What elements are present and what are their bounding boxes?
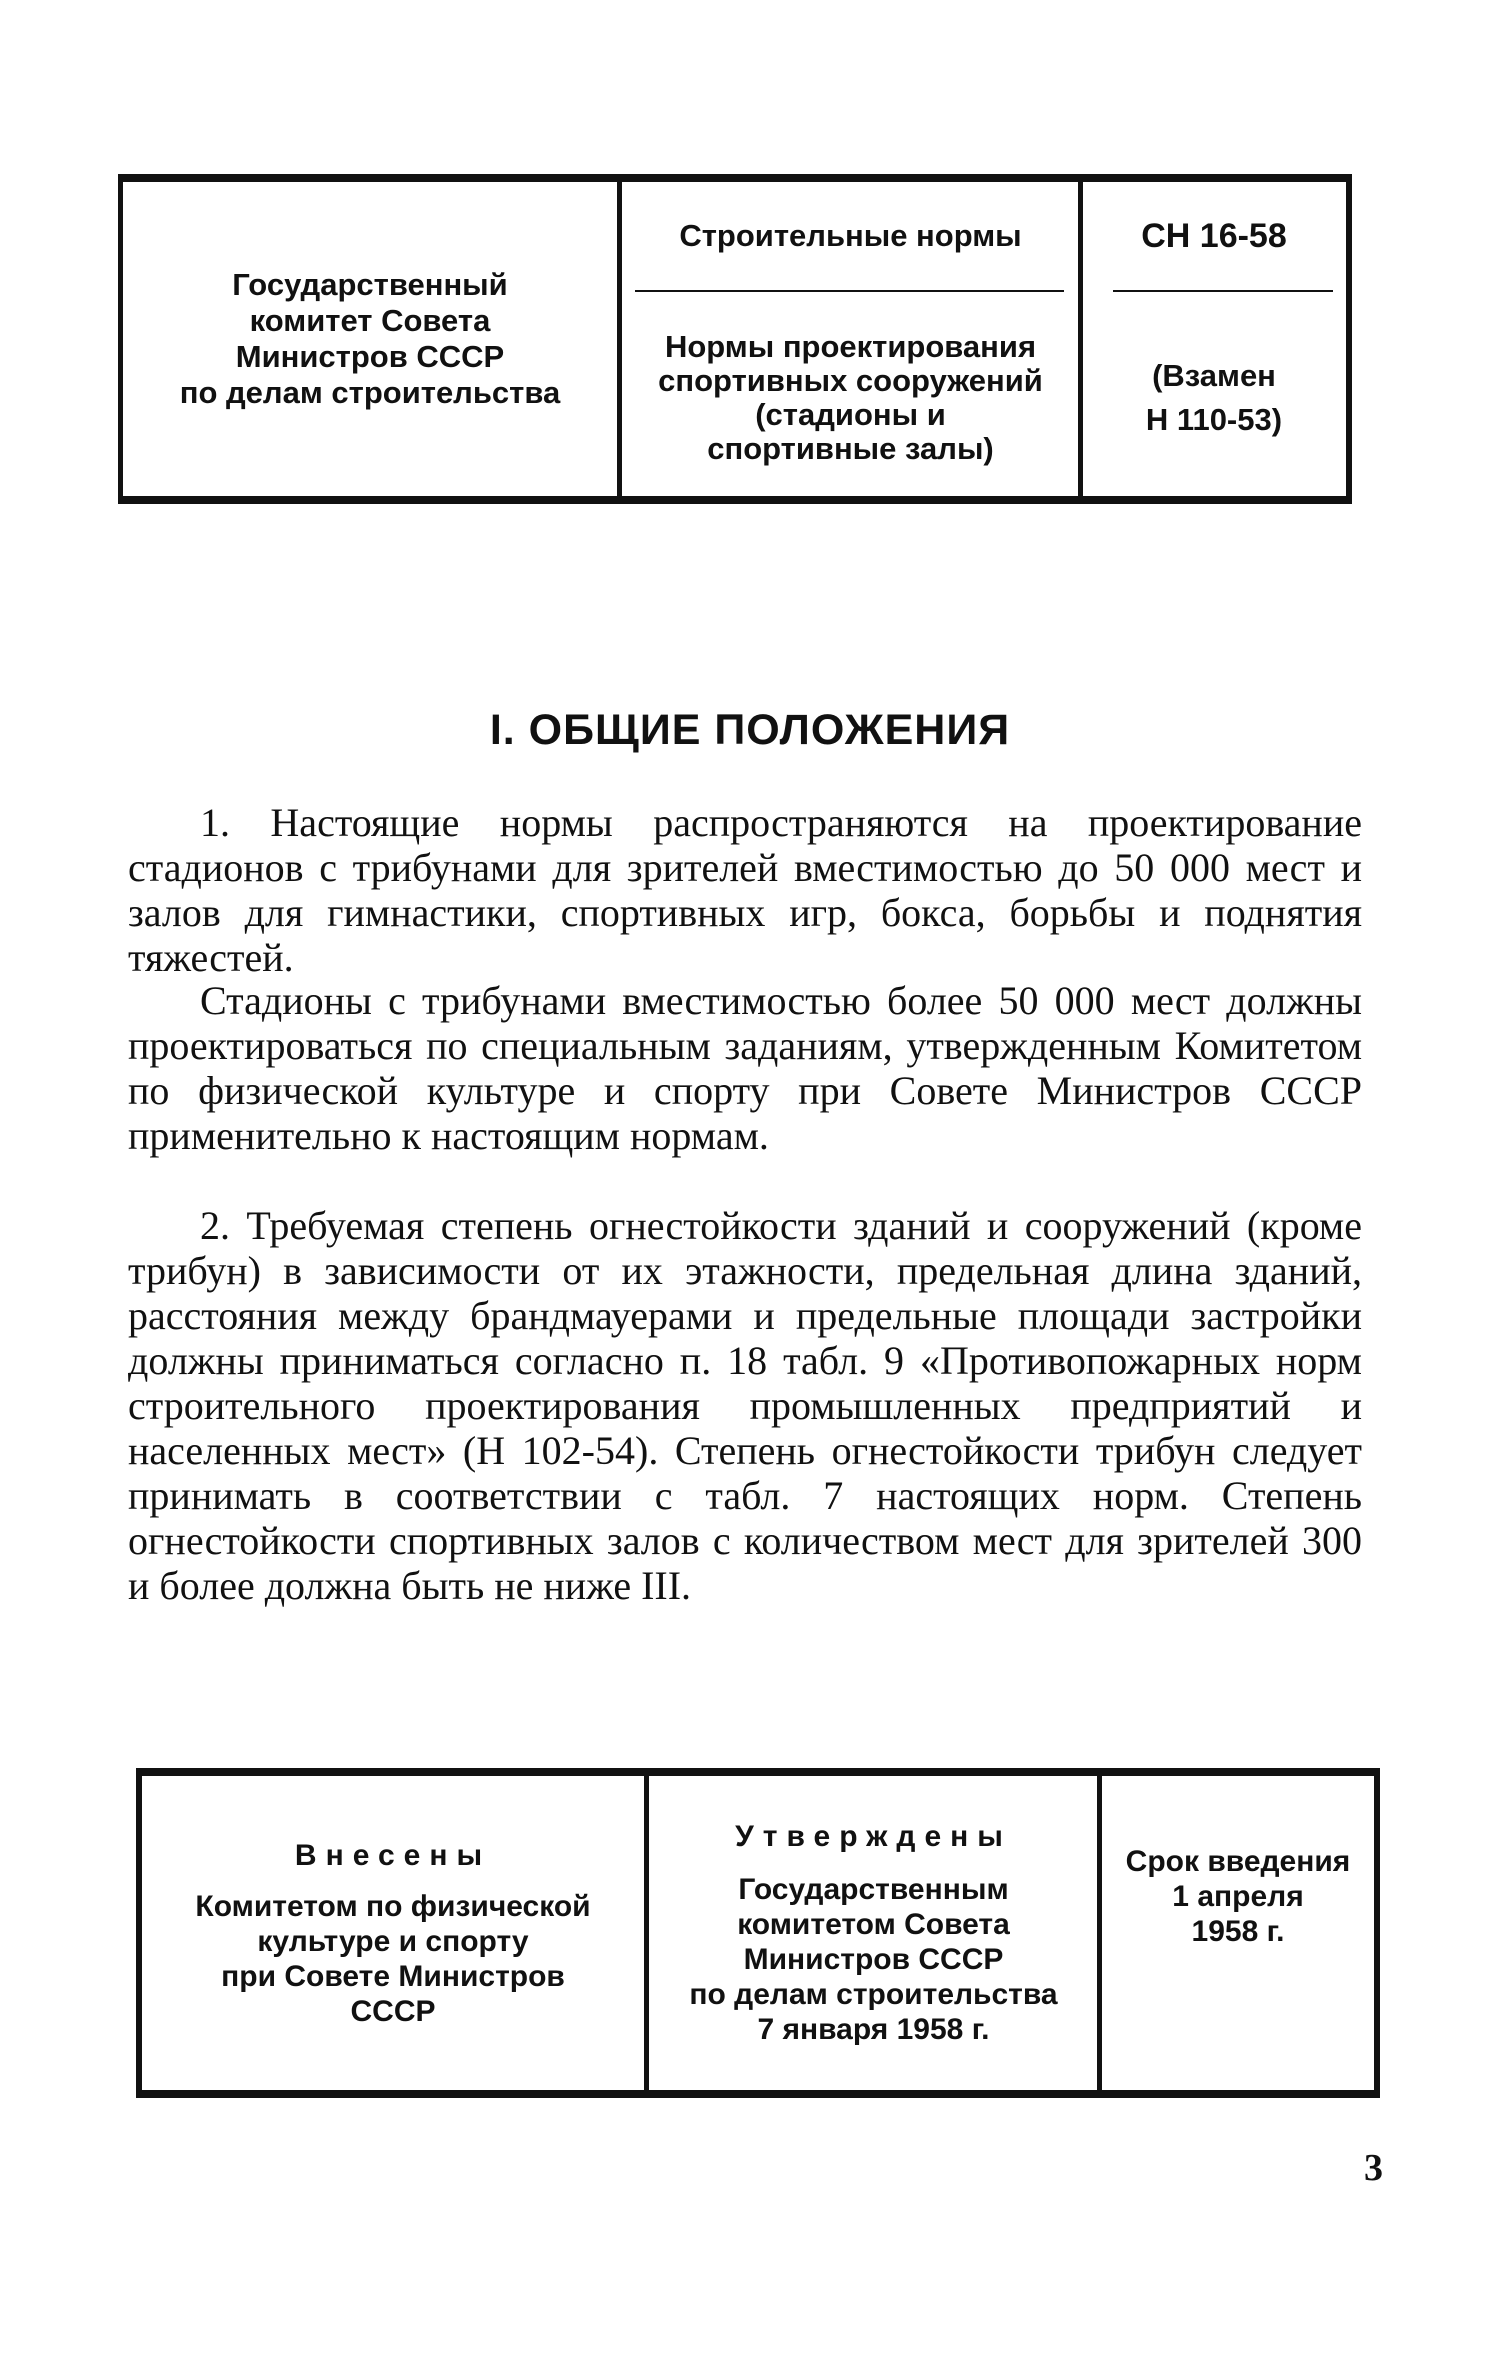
document-header-table (118, 174, 1352, 504)
paragraph-3: 2. Требуемая степень огнестойкости зданий и сооружений (кроме трибун) в зависимости от их этажности, предельная длина зданий, расстояния между брандмауерами и предельные площади застройки должны приниматься согласно п. 18 табл. 9 «Противопожарных норм строительного проектирования промышленных предприятий и населенных мест» (Н 102-54). Степень огнестойкости трибун следует принимать в соответствии с табл. 7 настоящих норм. Степень огнестойкости спортивных залов с количеством мест для зрителей 300 и более должна быть не ниже III. (128, 1203, 1362, 1608)
approved-by-cell (650, 1776, 1097, 2090)
norms-category: Строительные нормы (679, 218, 1022, 253)
submitted-line: при Совете Министров (221, 1959, 565, 1993)
document-footer-table (136, 1768, 1380, 2098)
norms-title-cell (623, 182, 1078, 496)
paragraph-1: 1. Настоящие нормы распространяются на проектирование стадионов с трибунами для зрителей вместимостью до 50 000 мест и залов для гимнастики, спортивных игр, бокса, борьбы и поднятия тяжестей. (128, 800, 1362, 980)
section-title: I. ОБЩИЕ ПОЛОЖЕНИЯ (489, 706, 1011, 754)
authority-line: по делам строительства (179, 375, 561, 410)
footer-divider (644, 1776, 649, 2090)
header-divider (617, 182, 622, 496)
norms-code-cell (1083, 182, 1345, 496)
effective-date-cell (1102, 1776, 1374, 2090)
norms-title-line: (стадионы и (755, 397, 946, 432)
issuing-authority (123, 182, 617, 496)
replaces-line: (Взамен (1152, 358, 1276, 393)
approved-line: 7 января 1958 г. (757, 2013, 990, 2046)
submitted-label: Внесены (294, 1838, 492, 1872)
cell-separator (1113, 290, 1333, 292)
submitted-line: СССР (350, 1994, 436, 2028)
norms-title-line: спортивные залы) (707, 431, 994, 466)
effective-line: 1958 г. (1191, 1915, 1285, 1948)
approved-line: по делам строительства (689, 1978, 1058, 2011)
submitted-line: культуре и спорту (257, 1924, 529, 1958)
approved-line: Государственным (738, 1873, 1009, 1906)
submitted-line: Комитетом по физической (195, 1889, 591, 1923)
authority-line: комитет Совета (249, 303, 491, 338)
authority-line: Государственный (232, 267, 508, 302)
submitted-by-cell (142, 1776, 644, 2090)
approved-line: комитетом Совета (737, 1908, 1010, 1941)
authority-line: Министров СССР (235, 339, 505, 374)
effective-line: 1 апреля (1172, 1880, 1304, 1913)
approved-line: Министров СССР (743, 1943, 1004, 1976)
replaces-line: Н 110-53) (1145, 402, 1283, 437)
page-number: 3 (1364, 2147, 1383, 2189)
norms-title-line: спортивных сооружений (658, 363, 1043, 398)
approved-label: Утверждены (735, 1820, 1012, 1853)
norms-title-line: Нормы проектирования (664, 329, 1037, 364)
norms-code: СН 16-58 (1141, 216, 1287, 255)
effective-line: Срок введения (1125, 1845, 1351, 1878)
paragraph-2: Стадионы с трибунами вместимостью более 50 000 мест должны проектироваться по специальным заданиям, утвержденным Комитетом по физической культуре и спорту при Совете Министров СССР применительно к настоящим нормам. (128, 978, 1362, 1158)
cell-separator (635, 290, 1064, 292)
